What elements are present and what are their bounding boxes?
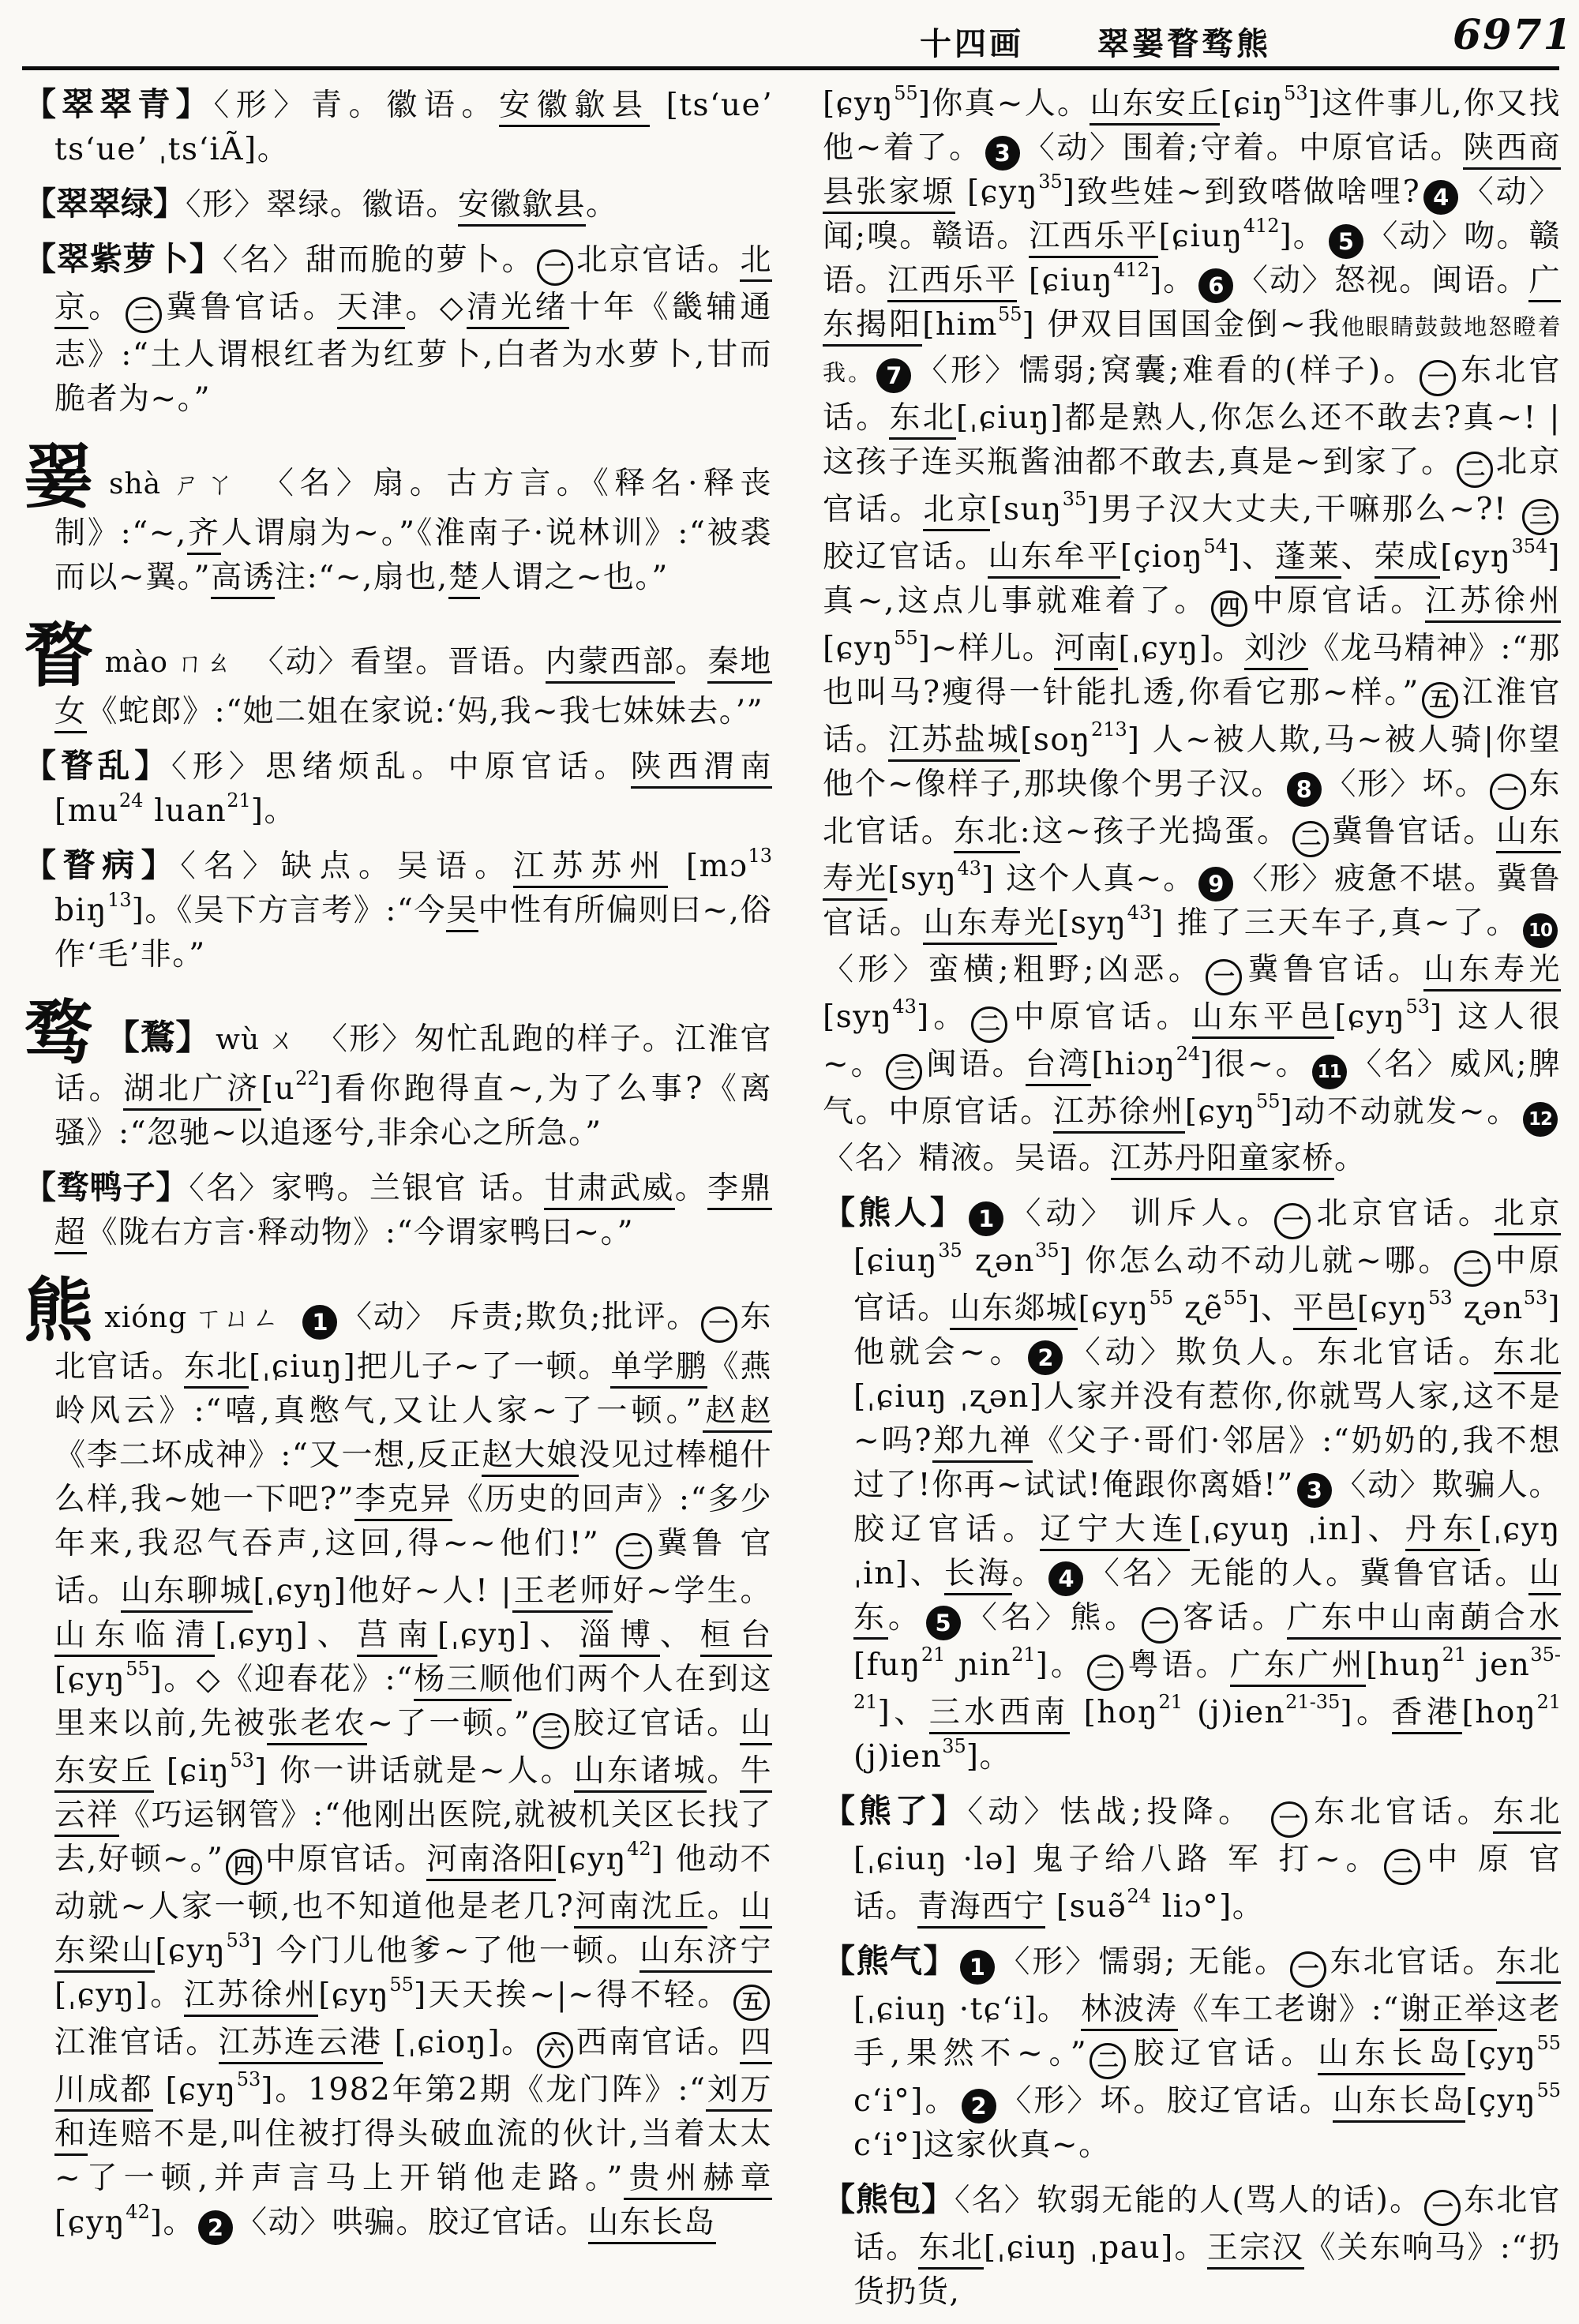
proper-noun-mark: 山东安丘	[1090, 86, 1220, 126]
subsense-number-icon: 二	[1090, 2043, 1126, 2079]
proper-noun-mark: 东北	[1496, 1944, 1561, 1984]
proper-noun-mark: 香港	[1392, 1695, 1462, 1734]
tone-superscript: 54	[1203, 535, 1228, 557]
subsense-number-icon: 一	[1490, 774, 1526, 810]
head-character-block: 骛 【鶩】 wù ㄨ 〈形〉匆忙乱跑的样子。江淮官话。湖北广济$[u^{22}]$看你跑得直~,为了么事?《离骚》:“忽驰~以追逐兮,非余心之所急。”	[24, 991, 772, 1151]
entry-headword: 【熊了】	[823, 1792, 968, 1830]
proper-noun-mark: 山东牟平	[988, 539, 1120, 579]
head-character: 瞀	[24, 614, 94, 696]
tone-superscript: 24	[1127, 1885, 1151, 1907]
proper-noun-mark: 高诱	[211, 560, 275, 599]
tone-superscript: 35	[1038, 171, 1063, 193]
dictionary-entry: 【熊了】〈动〉怯战;投降。 一 东北官话。东北[ˌɕiuŋ ·lə] 鬼子给八路 军 打~。 二 中 原 官 话。青海西宁 [suə̃$^{24}$ liɔ°]。	[823, 1789, 1561, 1929]
proper-noun-mark: 楚	[448, 560, 481, 599]
subsense-number-icon: 一	[1420, 360, 1456, 396]
dictionary-entry: 【熊包】〈名〉软弱无能的人(骂人的话)。 一 东北官话。东北[ˌɕiuŋ ˌpau]。王宗汉《关东响马》:“扔货扔货,	[823, 2180, 1562, 2310]
proper-noun-mark: 张老农	[267, 1706, 367, 1745]
entry-headword: 【翠翠青】	[24, 85, 214, 123]
subsense-number-icon: 二	[1292, 821, 1329, 857]
head-character: 骛	[24, 991, 94, 1074]
tone-superscript: 21	[921, 1644, 946, 1666]
sense-number-icon: 3	[985, 136, 1020, 171]
zhuyin: ㄒㄩㄥ	[195, 1303, 281, 1334]
proper-noun-mark: 江苏苏州	[513, 849, 668, 888]
proper-noun-mark: 广东中山南蓢合水	[1287, 1600, 1561, 1640]
tone-superscript: 42	[627, 1838, 651, 1860]
header-stroke-section: 十四画	[920, 25, 1024, 62]
proper-noun-mark: 桓台	[700, 1617, 772, 1657]
proper-noun-mark: 平邑	[1293, 1291, 1357, 1330]
tone-superscript: 213	[1090, 718, 1127, 740]
proper-noun-mark: 东北	[184, 1349, 249, 1389]
proper-noun-mark: 清光绪	[467, 290, 569, 329]
proper-noun-mark: 王老师	[512, 1573, 613, 1613]
subsense-number-icon: 一	[701, 1306, 737, 1343]
proper-noun-mark: 江西乐平	[1029, 219, 1158, 258]
tone-superscript: 53	[236, 2068, 261, 2090]
proper-noun-mark: 湖北广济	[123, 1071, 261, 1111]
tone-superscript: 43	[957, 857, 982, 879]
proper-noun-mark: 丹东	[1405, 1512, 1480, 1551]
subsense-number-icon: 二	[1384, 1849, 1420, 1885]
tone-superscript: 21	[1442, 1644, 1467, 1666]
zhuyin: ㄇㄠ	[175, 647, 234, 679]
proper-noun-mark: 甘肃武威	[544, 1171, 674, 1210]
proper-noun-mark: 李鼎超	[54, 1171, 772, 1254]
proper-noun-mark: 山东临清	[54, 1617, 215, 1657]
sense-number-icon: 4	[1048, 1561, 1083, 1596]
proper-noun-mark: 东北	[1494, 1335, 1561, 1374]
tone-superscript: 55	[1223, 1287, 1248, 1309]
proper-noun-mark: 谢正举	[1400, 1992, 1497, 2031]
tone-superscript: 354	[1511, 535, 1548, 557]
tone-superscript: 21	[1011, 1644, 1036, 1666]
proper-noun-mark: 郑九禅	[932, 1423, 1033, 1463]
proper-noun-mark: 山东寿光	[923, 905, 1057, 945]
subsense-number-icon: 二	[1087, 1655, 1123, 1691]
tone-superscript: 21	[1536, 1691, 1562, 1713]
header-page-number: 6971	[1453, 11, 1573, 59]
proper-noun-mark: 江苏徐州	[184, 1977, 318, 2017]
dictionary-entry: 【熊人】 1 〈动〉 训斥人。 一 北京官话。北京 [ɕiuŋ$^{35}$ ʐən$^{35}$] 你怎么动不动儿就~哪。 二 中原官话。山东郯城[ɕyŋ$^{55}$ ʐẽ$^{55}$]、平邑[ɕyŋ$^{53}$ ʐən$^{53}$]他就会~。 2 〈动〉欺负人。东北官话。东北[ˌɕiuŋ ˌʐən]人家并没有惹你,你就骂人家,这不是~吗?郑九禅《父子·哥们·邻居》:“奶奶的,我不想过了!你再~试试!俺跟你离婚!” 3 〈动〉欺骗人。胶辽官话。辽宁大连[ˌɕyuŋ ˌin]、丹东[ˌɕyŋ ˌin]、长海。 4 〈名〉无能的人。冀鲁官话。山东。 5 〈名〉熊。 一 客话。广东中山南蓢合水 [fuŋ$^{21}$ ɲin$^{21}$]。 二 粤语。广东广州[huŋ$^{21}$ jen$^{35-21}$]、三水西南 [hoŋ$^{21}$ (j)ien$^{21-35}$]。香港[hoŋ$^{21}$ (j)ien$^{35}$]。	[823, 1194, 1562, 1775]
subsense-number-icon: 一	[1206, 959, 1242, 995]
head-character: 熊	[24, 1269, 94, 1351]
tone-superscript: 55	[1255, 1090, 1281, 1112]
tone-superscript: 42	[126, 2201, 150, 2223]
entry-headword: 【骛鸭子】	[24, 1168, 189, 1206]
head-character-block: 瞀mào ㄇㄠ 〈动〉看望。晋语。内蒙西部。秦地女《蛇郎》:“她二姐在家说:‘妈,我~我七妹妹去。’”	[24, 620, 772, 734]
tone-superscript: 53	[1405, 995, 1430, 1018]
tone-superscript: 21	[1158, 1691, 1183, 1713]
sense-number-icon: 4	[1423, 180, 1458, 215]
proper-noun-mark: 山东安丘	[54, 1706, 772, 1793]
tone-superscript: 53	[1428, 1287, 1453, 1309]
proper-noun-mark: 杨三顺	[414, 1662, 512, 1701]
proper-noun-mark: 江苏盐城	[888, 722, 1020, 762]
proper-noun-mark: 陕西渭南	[631, 749, 772, 789]
dictionary-entry: 【熊气】 1 〈形〉懦弱; 无能。 一 东北官话。东北[ˌɕiuŋ ·tɕʻi]。 林波涛《车工老谢》:“谢正举这老手,果然不~。” 二 胶辽官话。山东长岛[çyŋ$^{55}$ cʻi°]。 2 〈形〉坏。胶辽官话。山东长岛[çyŋ$^{55}$ cʻi°]这家伙真~。	[823, 1942, 1561, 2163]
proper-noun-mark: 广东揭阳	[823, 263, 1561, 347]
tone-superscript: 53	[1523, 1287, 1548, 1309]
tone-superscript: 55	[389, 1974, 414, 1996]
tone-superscript: 412	[1113, 259, 1150, 281]
tone-superscript: 13	[748, 845, 772, 867]
proper-noun-mark: 单学鹏	[610, 1349, 707, 1389]
proper-noun-mark: 安徽歙县	[499, 88, 649, 127]
zhuyin: ㄕㄚ	[169, 469, 240, 500]
entry-headword: 【熊气】	[823, 1942, 957, 1980]
proper-noun-mark: 东北	[918, 2230, 983, 2270]
sense-number-icon: 2	[962, 2089, 996, 2123]
proper-noun-mark: 陕西商县张家塬	[823, 130, 1561, 214]
zhuyin: ㄨ	[268, 1025, 298, 1056]
proper-noun-mark: 三水西南	[929, 1695, 1070, 1734]
subsense-number-icon: 六	[537, 2032, 573, 2068]
proper-noun-mark: 贵州赫章	[624, 2161, 772, 2200]
proper-noun-mark: 江西乐平	[887, 263, 1017, 302]
subsense-number-icon: 三	[886, 1054, 922, 1090]
dictionary-entry: 【瞀乱】〈形〉思绪烦乱。中原官话。陕西渭南 [$mu^{24}$ luan$^{21}$]。	[24, 747, 772, 829]
proper-noun-mark: 江苏徐州	[1053, 1094, 1185, 1134]
tone-superscript: 24	[118, 789, 144, 812]
subsense-number-icon: 二	[1454, 1250, 1491, 1287]
proper-noun-mark: 江苏丹阳童家桥	[1111, 1141, 1335, 1180]
proper-noun-mark: 山东长岛	[1333, 2083, 1465, 2123]
proper-noun-mark: 王宗汉	[1207, 2230, 1305, 2270]
pinyin: shà	[108, 468, 162, 500]
tone-superscript: 53	[230, 1749, 255, 1771]
proper-noun-mark: 荣成	[1375, 539, 1441, 579]
subsense-number-icon: 一	[1424, 2190, 1461, 2226]
proper-noun-mark: 山东长岛	[588, 2205, 716, 2244]
entry-headword: 【翠紫萝卜】	[24, 240, 223, 278]
subsense-number-icon: 三	[1522, 499, 1558, 535]
sense-number-icon: 5	[926, 1606, 961, 1640]
tone-superscript: 53	[1284, 82, 1308, 104]
tone-superscript: 43	[892, 995, 917, 1018]
proper-noun-mark: 北京	[54, 242, 772, 329]
proper-noun-mark: 刘万和	[54, 2072, 772, 2156]
dictionary-entry: 【翠翠青】〈形〉青。徽语。安徽歙县 [tsʻueʼ tsʻueʼ ˌtsʻiÃ]。	[24, 85, 772, 167]
proper-noun-mark: 牛云祥	[54, 1753, 772, 1837]
entry-headword: 【瞀乱】	[24, 747, 171, 785]
tone-superscript: 55	[894, 82, 918, 104]
proper-noun-mark: 林波涛	[1081, 1992, 1178, 2031]
tone-superscript: 55	[126, 1658, 150, 1680]
proper-noun-mark: 山东长岛	[1318, 2036, 1465, 2075]
subsense-number-icon: 五	[1422, 682, 1458, 718]
header-characters: 翠翣瞀骛熊	[1097, 25, 1271, 62]
proper-noun-mark: 莒南	[357, 1617, 437, 1657]
proper-noun-mark: 安徽歙县	[458, 187, 586, 227]
subsense-number-icon: 一	[1142, 1607, 1178, 1644]
entry-headword: 【瞀病】	[24, 846, 181, 884]
proper-noun-mark: 北京	[1494, 1196, 1561, 1235]
entry-headword: 【翠翠绿】	[24, 185, 186, 223]
proper-noun-mark: 吴	[446, 893, 478, 932]
proper-noun-mark: 青海西宁	[917, 1889, 1045, 1929]
proper-noun-mark: 广东广州	[1230, 1647, 1366, 1687]
proper-noun-mark: 齐	[187, 515, 221, 555]
proper-noun-mark: 河南洛阳	[426, 1842, 556, 1881]
proper-noun-mark: 山东诸城	[574, 1753, 707, 1793]
sense-number-icon: 12	[1523, 1102, 1558, 1137]
sense-number-icon: 1	[960, 1950, 995, 1985]
proper-noun-mark: 江苏连云港	[219, 2025, 383, 2064]
tone-superscript: 35-21	[853, 1644, 1562, 1713]
proper-noun-mark: 山东郯城	[950, 1291, 1078, 1330]
tone-superscript: 24	[1176, 1043, 1201, 1065]
head-character: 翣	[24, 436, 98, 518]
sense-number-icon: 1	[302, 1305, 337, 1340]
proper-noun-mark: 辽宁大连	[1040, 1512, 1189, 1551]
sense-number-icon: 7	[876, 358, 911, 393]
right-column	[823, 82, 1561, 2324]
dictionary-entry: 【翠翠绿】〈形〉翠绿。徽语。安徽歙县。	[24, 182, 772, 227]
proper-noun-mark: 天津	[337, 290, 406, 329]
variant-form: 【鶩】	[104, 1018, 212, 1058]
proper-noun-mark: 山东寿光	[1423, 952, 1561, 991]
tone-superscript: 35	[1062, 488, 1087, 510]
tone-superscript: 55	[894, 627, 918, 649]
tone-superscript: 21-35	[1285, 1691, 1341, 1713]
tone-superscript: 13	[107, 889, 132, 911]
subsense-number-icon: 一	[1274, 1203, 1311, 1239]
tone-superscript: 35	[1035, 1239, 1060, 1261]
subsense-number-icon: 三	[533, 1713, 569, 1749]
head-character-block: 熊xióng ㄒㄩㄥ 1 〈动〉 斥责;欺负;批评。 一 东北官话。东北[ˌɕiuŋ]把儿子~了一顿。单学鹏《燕岭风云》:“嘻,真憋气,又让人家~了一顿。”赵赵《李二坏成神》:“又一想,反正赵大娘没见过棒槌什么样,我~她一下吧?”李克异《历史的回声》:“多少年来,我忍气吞声,这回,得~~他们!” 二 冀鲁 官 话。山东聊城[ˌɕyŋ]他好~人! |王老师好~学生。山东临清[ˌɕyŋ]、莒南[ˌɕyŋ]、淄博、桓台[ɕyŋ$^{55}$]。◇《迎春花》:“杨三顺他们两个人在到这里来以前,先被张老农~了一顿。” 三 胶辽官话。山东安丘 [ɕiŋ$^{53}$] 你一讲话就是~人。山东诸城。牛云祥《巧运钢管》:“他刚出医院,就被机关区长找了去,好顿~。” 四 中原官话。河南洛阳[ɕyŋ$^{42}$] 他动不动就~人家一顿,也不知道他是老几?河南沈丘。山东梁山[ɕyŋ$^{53}$] 今门儿他爹~了他一顿。山东济宁[ˌɕyŋ]。江苏徐州[ɕyŋ$^{55}$]天天挨~|~得不轻。 五江淮官话。江苏连云港 [ˌɕioŋ]。 六 西南官话。四川成都 [ɕyŋ$^{53}$]。1982年第2期《龙门阵》:“刘万和连赔不是,叫住被打得头破血流的伙计,当着太太~了一顿,并声言马上开销他走路。”贵州赫章 [ɕyŋ$^{42}$]。 2 〈动〉哄骗。胶辽官话。山东长岛	[24, 1276, 772, 2245]
proper-noun-mark: 山东聊城	[121, 1573, 253, 1613]
subsense-number-icon: 四	[226, 1849, 262, 1885]
proper-noun-mark: 江苏徐州	[1425, 583, 1561, 623]
tone-superscript: 55	[1536, 2032, 1561, 2054]
proper-noun-mark: 台湾	[1026, 1047, 1092, 1086]
proper-noun-mark: 山东平邑	[1192, 999, 1335, 1039]
tone-superscript: 22	[295, 1067, 320, 1089]
dictionary-entry: 【翠紫萝卜】〈名〉甜而脆的萝卜。 一 北京官话。北京。 二 冀鲁官话。天津。◇清光绪十年《畿辅通志》:“土人谓根红者为红萝卜,白者为水萝卜,甘而脆者为~。”	[24, 240, 772, 417]
subsense-number-icon: 四	[1211, 590, 1247, 627]
proper-noun-mark: 山东梁山	[54, 1889, 772, 1973]
sense-number-icon: 5	[1329, 224, 1363, 259]
continuation-paragraph: [ɕyŋ$^{55}$]你真~人。山东安丘[ɕiŋ$^{53}$]这件事儿,你又找他~着了。 3 〈动〉围着;守着。中原官话。陕西商县张家塬 [ɕyŋ$^{35}$]致些娃~到致嗒做啥哩? 4 〈动〉闻;嗅。赣语。江西乐平[ɕiuŋ$^{412}$]。 5 〈动〉吻。赣语。江西乐平 [ɕiuŋ$^{412}$]。 6 〈动〉怒视。闽语。广东揭阳[him$^{55}$] 伊双目国国金倒~我他眼睛鼓鼓地怒瞪着我。 7 〈形〉懦弱;窝囊;难看的(样子)。 一 东北官话。东北[ˌɕiuŋ]都是熟人,你怎么还不敢去?真~! |这孩子连买瓶酱油都不敢去,真是~到家了。 二 北京官话。北京[suŋ$^{35}$]男子汉大丈夫,干嘛那么~?! 三胶辽官话。山东牟平[çioŋ$^{54}$]、蓬莱、荣成[ɕyŋ$^{354}$] 真~,这点儿事就难着了。 四 中原官话。江苏徐州 [ɕyŋ$^{55}$]~样儿。河南[ˌɕyŋ]。刘沙《龙马精神》:“那也叫马?瘦得一针能扎透,你看它那~样。” 五 江淮官话。江苏盐城[soŋ$^{213}$] 人~被人欺,马~被人骑|你望他个~像样子,那块像个男子汉。 8 〈形〉坏。 一 东北官话。东北:这~孩子光捣蛋。 二 冀鲁官话。山东寿光[syŋ$^{43}$] 这个人真~。 9 〈形〉疲惫不堪。冀鲁官话。山东寿光[syŋ$^{43}$] 推了三天车子,真~了。 10〈形〉蛮横;粗野;凶恶。 一 冀鲁官话。山东寿光 [syŋ$^{43}$]。 二 中原官话。山东平邑[ɕyŋ$^{53}$] 这人很~。 三 闽语。台湾[hiɔŋ$^{24}$]很~。 11 〈名〉威风;脾气。中原官话。江苏徐州[ɕyŋ$^{55}$]动不动就发~。 12〈名〉精液。吴语。江苏丹阳童家桥。	[823, 82, 1561, 1181]
sense-number-icon: 6	[1198, 268, 1233, 303]
proper-noun-mark: 赵大娘	[482, 1438, 579, 1477]
sense-number-icon: 3	[1297, 1473, 1332, 1508]
subsense-number-icon: 二	[616, 1533, 652, 1569]
proper-noun-mark: 北京	[923, 492, 990, 531]
tone-superscript: 55	[1536, 2079, 1561, 2101]
subsense-number-icon: 五	[733, 1985, 770, 2021]
tone-superscript: 43	[1127, 901, 1152, 924]
proper-noun-mark: 四川成都	[54, 2025, 772, 2112]
gloss-small-text: 他眼睛鼓鼓地怒瞪着我。	[823, 313, 1561, 386]
proper-noun-mark: 赵赵	[703, 1393, 772, 1433]
tone-superscript: 55	[998, 303, 1022, 325]
page-header	[0, 11, 1573, 62]
sense-number-icon: 11	[1312, 1055, 1347, 1089]
sense-number-icon: 2	[1028, 1340, 1063, 1375]
left-column	[24, 82, 772, 2255]
tone-superscript: 21	[227, 789, 251, 812]
proper-noun-mark: 东北	[889, 400, 955, 440]
proper-noun-mark: 东北	[1493, 1794, 1561, 1834]
header-divider	[22, 66, 1559, 70]
subsense-number-icon: 二	[126, 297, 162, 333]
sense-number-icon: 8	[1287, 772, 1322, 807]
proper-noun-mark: 蓬莱	[1275, 539, 1341, 579]
proper-noun-mark: 李克异	[354, 1482, 452, 1521]
sense-number-icon: 9	[1198, 867, 1233, 901]
tone-superscript: 35	[938, 1239, 962, 1261]
proper-noun-mark: 河南	[1054, 631, 1118, 670]
subsense-number-icon: 二	[971, 1006, 1007, 1043]
pinyin: wù	[216, 1024, 261, 1056]
proper-noun-mark: 长海	[944, 1556, 1012, 1595]
proper-noun-mark: 刘沙	[1244, 631, 1308, 670]
proper-noun-mark: 东北	[954, 814, 1019, 853]
entry-headword: 【熊包】	[823, 2180, 955, 2218]
entry-headword: 【熊人】	[823, 1194, 966, 1231]
dictionary-entry: 【瞀病】〈名〉缺点。吴语。江苏苏州 [mɔ$^{13}$ biŋ$^{13}$]。《吴下方言考》:“今吴中性有所偏则曰~,俗作‘毛’非。”	[24, 845, 772, 973]
subsense-number-icon: 一	[537, 249, 573, 286]
dictionary-entry: 【骛鸭子】〈名〉家鸭。兰银官 话。甘肃武威。李鼎超《陇右方言·释动物》:“今谓家鸭曰~。”	[24, 1165, 772, 1255]
pinyin: mào	[104, 647, 168, 679]
proper-noun-mark: 河南沈丘	[574, 1889, 707, 1929]
sense-number-icon: 1	[969, 1201, 1003, 1236]
sense-number-icon: 10	[1523, 913, 1558, 948]
head-character-block: 翣shà ㄕㄚ 〈名〉扇。古方言。《释名·释丧制》:“~,齐人谓扇为~。”《淮南子·说林训》:“被裘而以~翼。”高诱注:“~,扇也,楚人谓之~也。”	[24, 442, 772, 600]
tone-superscript: 35	[942, 1735, 966, 1757]
proper-noun-mark: 秦地女	[54, 644, 772, 733]
subsense-number-icon: 二	[1457, 452, 1493, 488]
tone-superscript: 55	[1149, 1287, 1174, 1309]
subsense-number-icon: 一	[1271, 1801, 1307, 1838]
sense-number-icon: 2	[198, 2210, 233, 2245]
subsense-number-icon: 一	[1290, 1951, 1326, 1988]
tone-superscript: 412	[1243, 215, 1280, 237]
proper-noun-mark: 山东济宁	[639, 1933, 772, 1973]
proper-noun-mark: 山东	[853, 1556, 1561, 1640]
proper-noun-mark: 山东寿光	[823, 814, 1561, 901]
tone-superscript: 53	[226, 1929, 251, 1951]
proper-noun-mark: 淄博	[579, 1617, 660, 1657]
proper-noun-mark: 内蒙西部	[546, 644, 676, 684]
pinyin: xióng	[104, 1302, 188, 1334]
